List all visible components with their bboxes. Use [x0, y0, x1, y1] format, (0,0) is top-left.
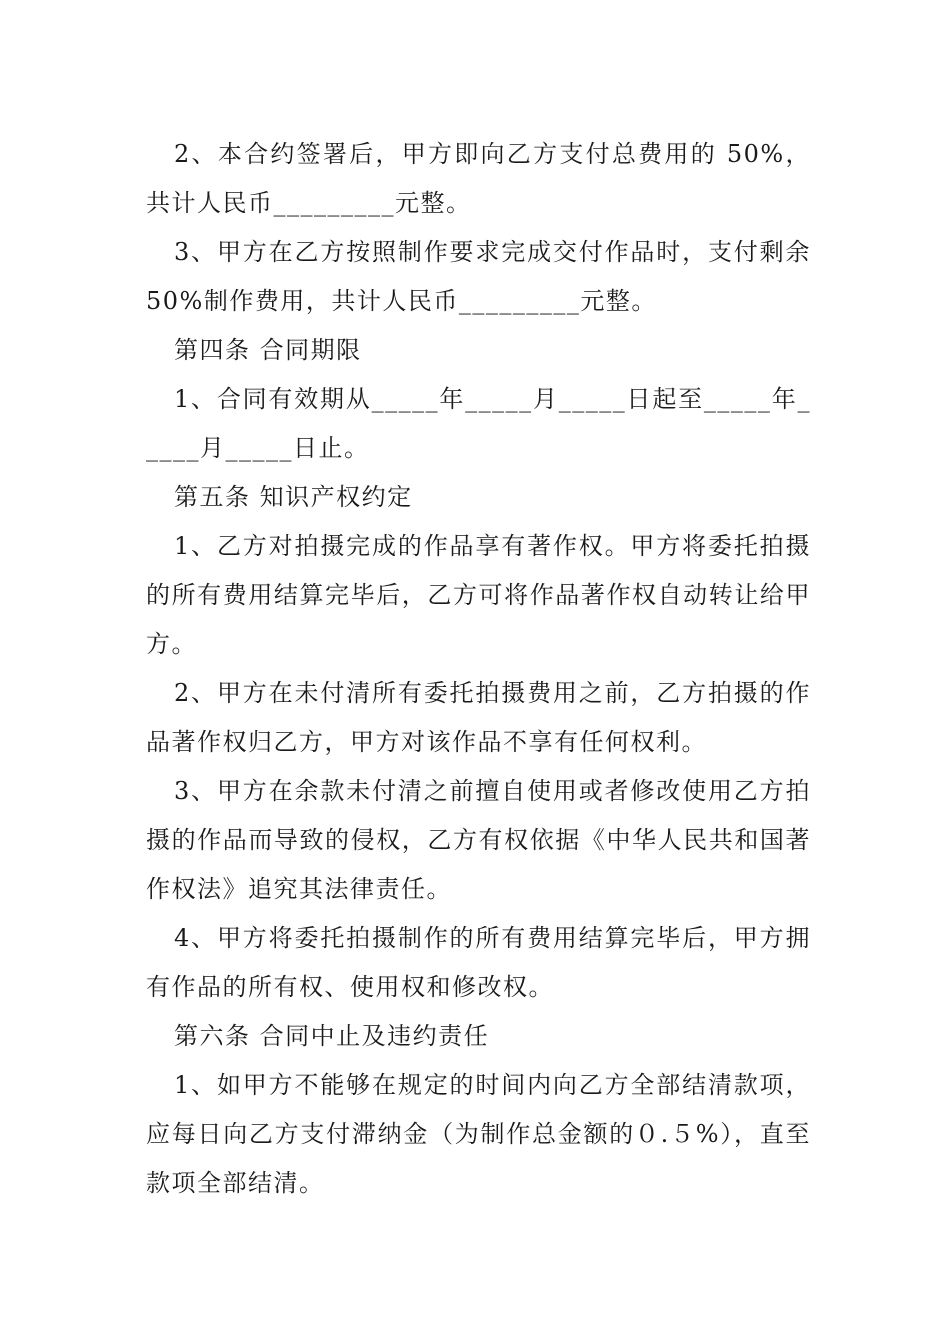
- article-6-heading: 第六条 合同中止及违约责任: [174, 1022, 490, 1050]
- clause-5-1-copyright: 1、乙方对拍摄完成的作品享有著作权。甲方将委托拍摄的所有费用结算完毕后，乙方可将作品著作权自动转让给甲方。: [146, 532, 811, 658]
- contract-body: [146, 130, 811, 1208]
- clause-3-3-payment-balance: 3、甲方在乙方按照制作要求完成交付作品时，支付剩余50%制作费用，共计人民币_________元整。: [146, 238, 811, 315]
- clause-5-4-ownership: 4、甲方将委托拍摄制作的所有费用结算完毕后，甲方拥有作品的所有权、使用权和修改权。: [146, 924, 811, 1001]
- clause-4-1-term: 1、合同有效期从_____年_____月_____日起至_____年_____月_____日止。: [146, 385, 811, 462]
- clause-6-1-late-fee: 1、如甲方不能够在规定的时间内向乙方全部结清款项，应每日向乙方支付滞纳金（为制作总金额的０.５%），直至款项全部结清。: [146, 1071, 811, 1197]
- clause-5-3-infringement: 3、甲方在余款未付清之前擅自使用或者修改使用乙方拍摄的作品而导致的侵权，乙方有权依据《中华人民共和国著作权法》追究其法律责任。: [146, 777, 811, 903]
- clause-3-2-payment-advance: 2、本合约签署后，甲方即向乙方支付总费用的 50%，共计人民币_________元整。: [146, 140, 811, 217]
- article-5-heading: 第五条 知识产权约定: [174, 483, 413, 511]
- article-4-heading: 第四条 合同期限: [174, 336, 362, 364]
- clause-5-2-copyright-unpaid: 2、甲方在未付清所有委托拍摄费用之前，乙方拍摄的作品著作权归乙方，甲方对该作品不享有任何权利。: [146, 679, 811, 756]
